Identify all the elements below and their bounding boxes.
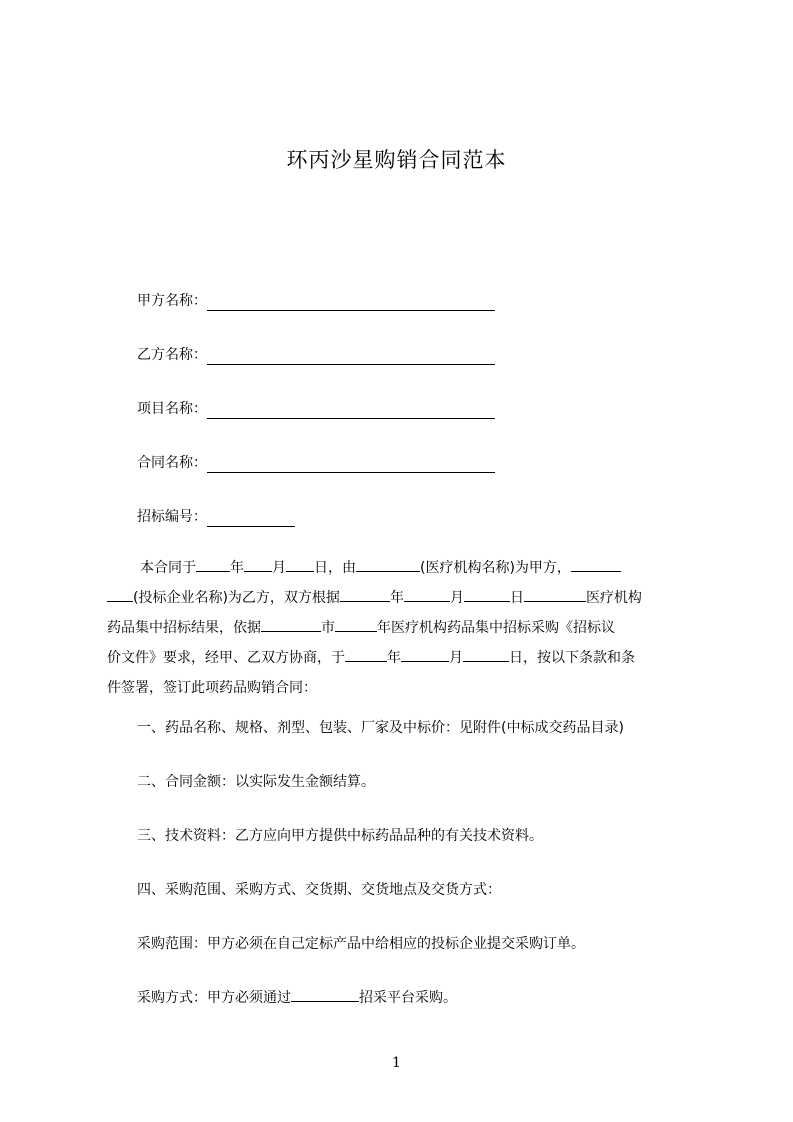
party-b-blank — [207, 350, 495, 365]
blank-line — [286, 557, 314, 572]
purchase-method — [137, 987, 457, 1008]
blank-line — [404, 587, 450, 602]
contract-name-field — [137, 453, 495, 473]
intro-text: 日，按以下条款和条 — [509, 650, 635, 666]
intro-text: 年 — [230, 560, 244, 576]
blank-line — [356, 557, 420, 572]
intro-text: 价文件》要求，经甲、乙双方协商，于 — [107, 650, 345, 666]
blank-line — [571, 557, 621, 572]
blank-line — [345, 647, 387, 662]
blank-line — [196, 557, 230, 572]
clause-1: 一、药品名称、规格、剂型、包装、厂家及中标价：见附件(中标成交药品目录) — [137, 720, 624, 736]
project-name-label: 项目名称： — [137, 401, 207, 417]
intro-text: (投标企业名称)为乙方，双方根据 — [133, 590, 340, 606]
blank-line — [464, 587, 510, 602]
blank-line — [244, 557, 272, 572]
party-a-label: 甲方名称： — [137, 293, 207, 309]
party-b-field — [137, 345, 495, 365]
blank-line — [524, 587, 586, 602]
party-a-field — [137, 291, 495, 311]
intro-text: 医疗机构 — [585, 590, 642, 606]
blank-line — [261, 617, 321, 632]
blank-line — [107, 587, 133, 602]
document-title: 环丙沙星购销合同范本 — [286, 148, 507, 172]
intro-text: 月 — [272, 560, 286, 576]
blank-line — [291, 987, 359, 1002]
blank-line — [463, 647, 509, 662]
project-name-blank — [207, 404, 495, 419]
purchase-method-prefix: 采购方式：甲方必须通过 — [137, 990, 291, 1006]
project-name-field — [137, 399, 495, 419]
purchase-scope: 采购范围：甲方必须在自己定标产品中给相应的投标企业提交采购订单。 — [137, 936, 585, 952]
page-number: 1 — [392, 1055, 401, 1071]
purchase-method-suffix: 招采平台采购。 — [359, 990, 457, 1006]
blank-line — [335, 617, 377, 632]
intro-text: 市 — [321, 620, 335, 636]
blank-line — [340, 587, 390, 602]
intro-text: 月 — [449, 650, 463, 666]
intro-text: 年医疗机构药品集中招标采购《招标议 — [377, 620, 615, 636]
blank-line — [401, 647, 449, 662]
clause-3: 三、技术资料：乙方应向甲方提供中标药品品种的有关技术资料。 — [137, 828, 543, 844]
contract-name-label: 合同名称： — [137, 455, 207, 471]
clause-4: 四、采购范围、采购方式、交货期、交货地点及交货方式： — [137, 882, 501, 898]
intro-text: 件签署，签订此项药品购销合同： — [107, 680, 317, 696]
bid-number-blank — [207, 512, 295, 527]
intro-text: 本合同于 — [140, 560, 196, 576]
intro-text: 年 — [387, 650, 401, 666]
intro-text: 月 — [449, 590, 464, 606]
party-b-label: 乙方名称： — [137, 347, 207, 363]
bid-number-field — [137, 507, 295, 527]
intro-text: (医疗机构名称)为甲方， — [420, 560, 571, 576]
intro-text: 日，由 — [314, 560, 356, 576]
intro-text: 药品集中招标结果，依据 — [107, 620, 261, 636]
intro-text: 年 — [389, 590, 404, 606]
bid-number-label: 招标编号： — [137, 509, 207, 525]
contract-name-blank — [207, 458, 495, 473]
intro-paragraph — [107, 553, 703, 703]
intro-text: 日 — [509, 590, 524, 606]
party-a-blank — [207, 296, 495, 311]
clause-2: 二、合同金额：以实际发生金额结算。 — [137, 774, 375, 790]
